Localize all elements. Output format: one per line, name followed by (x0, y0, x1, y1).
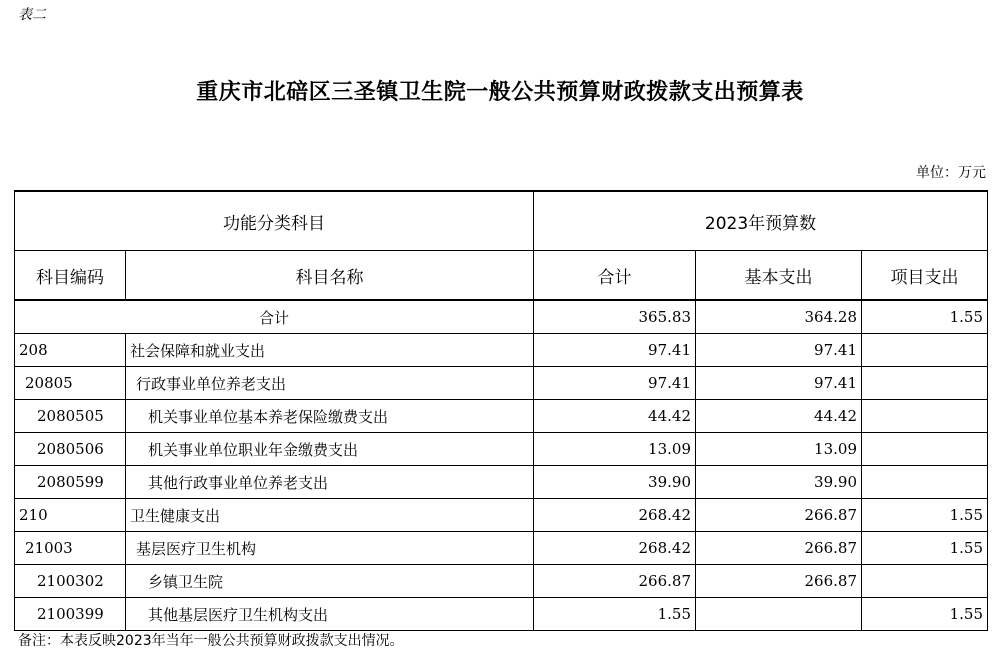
table-label: 表二 (18, 7, 46, 23)
row-basic: 13.09 (696, 433, 862, 466)
row-name: 基层医疗卫生机构 (126, 532, 534, 565)
row-total: 268.42 (534, 499, 696, 532)
total-row (15, 300, 988, 334)
row-project (862, 565, 988, 598)
table-row (15, 334, 988, 367)
row-code: 2080506 (15, 433, 126, 466)
row-code: 2100399 (15, 598, 126, 631)
row-total: 1.55 (534, 598, 696, 631)
table-row (15, 565, 988, 598)
row-total: 268.42 (534, 532, 696, 565)
header-group-row (15, 191, 988, 251)
row-name: 社会保障和就业支出 (126, 334, 534, 367)
row-basic: 97.41 (696, 367, 862, 400)
row-code: 20805 (15, 367, 126, 400)
table-row (15, 466, 988, 499)
total-basic: 364.28 (696, 300, 862, 334)
row-total: 97.41 (534, 334, 696, 367)
row-code: 208 (15, 334, 126, 367)
footnote: 备注：本表反映2023年当年一般公共预算财政拨款支出情况。 (18, 633, 404, 649)
row-basic: 266.87 (696, 565, 862, 598)
row-total: 39.90 (534, 466, 696, 499)
header-function-category: 功能分类科目 (15, 191, 534, 251)
row-total: 13.09 (534, 433, 696, 466)
table-row (15, 433, 988, 466)
row-basic: 39.90 (696, 466, 862, 499)
header-column-row (15, 251, 988, 301)
table-row (15, 499, 988, 532)
header-code: 科目编码 (15, 251, 126, 301)
row-name: 其他基层医疗卫生机构支出 (126, 598, 534, 631)
header-project: 项目支出 (862, 251, 988, 301)
header-name: 科目名称 (126, 251, 534, 301)
table-row (15, 367, 988, 400)
row-name: 机关事业单位职业年金缴费支出 (126, 433, 534, 466)
total-project: 1.55 (862, 300, 988, 334)
row-basic: 266.87 (696, 532, 862, 565)
row-basic: 44.42 (696, 400, 862, 433)
row-basic (696, 598, 862, 631)
total-total: 365.83 (534, 300, 696, 334)
row-total: 44.42 (534, 400, 696, 433)
row-project: 1.55 (862, 532, 988, 565)
row-total: 97.41 (534, 367, 696, 400)
row-basic: 97.41 (696, 334, 862, 367)
row-project (862, 433, 988, 466)
row-name: 卫生健康支出 (126, 499, 534, 532)
row-code: 210 (15, 499, 126, 532)
row-project (862, 466, 988, 499)
row-total: 266.87 (534, 565, 696, 598)
row-name: 行政事业单位养老支出 (126, 367, 534, 400)
unit-label: 单位：万元 (916, 165, 986, 181)
total-label: 合计 (15, 300, 534, 334)
row-code: 2100302 (15, 565, 126, 598)
table-row (15, 400, 988, 433)
row-code: 2080599 (15, 466, 126, 499)
row-project (862, 367, 988, 400)
header-basic: 基本支出 (696, 251, 862, 301)
row-basic: 266.87 (696, 499, 862, 532)
row-project: 1.55 (862, 598, 988, 631)
row-code: 21003 (15, 532, 126, 565)
row-name: 乡镇卫生院 (126, 565, 534, 598)
row-name: 机关事业单位基本养老保险缴费支出 (126, 400, 534, 433)
header-total: 合计 (534, 251, 696, 301)
row-name: 其他行政事业单位养老支出 (126, 466, 534, 499)
table-row (15, 532, 988, 565)
row-code: 2080505 (15, 400, 126, 433)
row-project (862, 334, 988, 367)
row-project (862, 400, 988, 433)
row-project: 1.55 (862, 499, 988, 532)
header-budget-year: 2023年预算数 (534, 191, 988, 251)
budget-table (14, 190, 988, 631)
page-title: 重庆市北碚区三圣镇卫生院一般公共预算财政拨款支出预算表 (196, 79, 804, 105)
table-row (15, 598, 988, 631)
